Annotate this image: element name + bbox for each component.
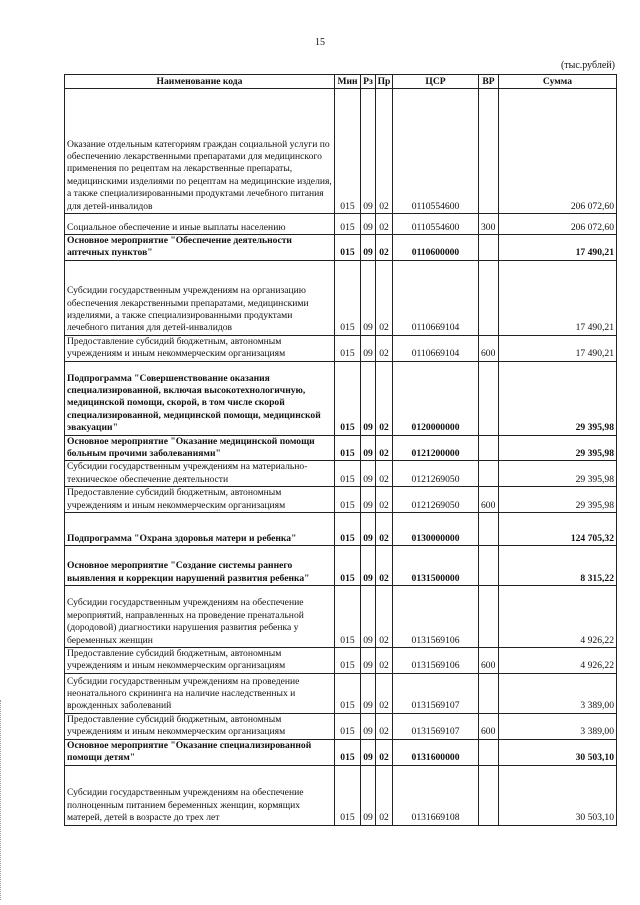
cell-csr: 0131500000	[393, 546, 479, 586]
cell-name: Предоставление субсидий бюджетным, автономным учреждениям и иным некоммерческим организациям	[65, 487, 335, 513]
cell-vr	[479, 89, 499, 214]
cell-name: Субсидии государственным учреждениям на организацию обеспечения лекарственными препаратами, медицинскими изделиями, а также специализированными продуктами лечебного питания для детей-инвалидов	[65, 260, 335, 335]
cell-name: Субсидии государственным учреждениям на обеспечение полноценным питанием беременных женщин, кормящих матерей, детей в возрасте до трех лет	[65, 765, 335, 825]
table-row	[65, 648, 617, 674]
units-label: (тыс.рублей)	[560, 60, 615, 71]
cell-sum: 29 395,98	[499, 361, 617, 435]
cell-name: Подпрограмма "Совершенствование оказания специализированной, включая высокотехнологичную, медицинской помощи, скорой, в том числе скорой специализированной, медицинской помощи, медицинской эвакуации"	[65, 361, 335, 435]
cell-csr: 0131569107	[393, 713, 479, 739]
table-row	[65, 235, 617, 261]
cell-rz: 09	[361, 673, 376, 713]
cell-sum: 8 315,22	[499, 546, 617, 586]
table-row	[65, 586, 617, 648]
cell-vr	[479, 765, 499, 825]
cell-rz: 09	[361, 713, 376, 739]
cell-min: 015	[335, 487, 361, 513]
cell-min: 015	[335, 739, 361, 765]
header-sum: Сумма	[499, 75, 617, 89]
cell-rz: 09	[361, 235, 376, 261]
cell-min: 015	[335, 461, 361, 487]
cell-vr	[479, 260, 499, 335]
cell-rz: 09	[361, 214, 376, 235]
header-vr: ВР	[479, 75, 499, 89]
cell-sum: 29 395,98	[499, 487, 617, 513]
cell-csr: 0130000000	[393, 513, 479, 546]
cell-min: 015	[335, 335, 361, 361]
cell-min: 015	[335, 89, 361, 214]
table-row	[65, 435, 617, 461]
cell-name: Основное мероприятие "Создание системы раннего выявления и коррекции нарушений развития ребенка"	[65, 546, 335, 586]
cell-vr	[479, 435, 499, 461]
cell-vr	[479, 361, 499, 435]
cell-min: 015	[335, 513, 361, 546]
scan-edge-marks	[0, 700, 4, 900]
cell-sum: 17 490,21	[499, 335, 617, 361]
table-row	[65, 260, 617, 335]
cell-name: Предоставление субсидий бюджетным, автономным учреждениям и иным некоммерческим организациям	[65, 648, 335, 674]
cell-vr: 600	[479, 648, 499, 674]
cell-name: Основное мероприятие "Обеспечение деятельности аптечных пунктов"	[65, 235, 335, 261]
cell-sum: 124 705,32	[499, 513, 617, 546]
cell-name: Предоставление субсидий бюджетным, автономным учреждениям и иным некоммерческим организациям	[65, 713, 335, 739]
budget-table	[64, 74, 617, 826]
cell-name: Субсидии государственным учреждениям на проведение неонатального скрининга на наличие наследственных и врожденных заболеваний	[65, 673, 335, 713]
cell-rz: 09	[361, 586, 376, 648]
cell-csr: 0110600000	[393, 235, 479, 261]
cell-rz: 09	[361, 765, 376, 825]
cell-vr	[479, 235, 499, 261]
cell-csr: 0131569106	[393, 586, 479, 648]
cell-sum: 206 072,60	[499, 89, 617, 214]
table-row	[65, 673, 617, 713]
cell-sum: 30 503,10	[499, 739, 617, 765]
cell-pr: 02	[376, 361, 393, 435]
cell-pr: 02	[376, 586, 393, 648]
table-row	[65, 546, 617, 586]
cell-name: Субсидии государственным учреждениям на материально-техническое обеспечение деятельности	[65, 461, 335, 487]
cell-csr: 0110554600	[393, 214, 479, 235]
cell-name: Основное мероприятие "Оказание специализированной помощи детям"	[65, 739, 335, 765]
cell-rz: 09	[361, 361, 376, 435]
cell-vr	[479, 586, 499, 648]
cell-vr	[479, 546, 499, 586]
cell-vr: 300	[479, 214, 499, 235]
table-row	[65, 89, 617, 214]
cell-csr: 0110669104	[393, 335, 479, 361]
cell-sum: 29 395,98	[499, 435, 617, 461]
cell-rz: 09	[361, 260, 376, 335]
cell-sum: 4 926,22	[499, 586, 617, 648]
table-row	[65, 739, 617, 765]
cell-rz: 09	[361, 461, 376, 487]
cell-rz: 09	[361, 487, 376, 513]
cell-name: Социальное обеспечение и иные выплаты населению	[65, 214, 335, 235]
cell-min: 015	[335, 713, 361, 739]
cell-vr: 600	[479, 335, 499, 361]
cell-csr: 0131600000	[393, 739, 479, 765]
cell-pr: 02	[376, 260, 393, 335]
cell-min: 015	[335, 235, 361, 261]
cell-name: Предоставление субсидий бюджетным, автономным учреждениям и иным некоммерческим организациям	[65, 335, 335, 361]
cell-vr: 600	[479, 487, 499, 513]
cell-sum: 206 072,60	[499, 214, 617, 235]
cell-vr	[479, 461, 499, 487]
table-header-row	[65, 75, 617, 89]
cell-sum: 29 395,98	[499, 461, 617, 487]
cell-min: 015	[335, 673, 361, 713]
table-row	[65, 335, 617, 361]
cell-min: 015	[335, 260, 361, 335]
cell-pr: 02	[376, 713, 393, 739]
cell-csr: 0110554600	[393, 89, 479, 214]
cell-name: Субсидии государственным учреждениям на обеспечение мероприятий, направленных на проведение пренатальной (дородовой) диагностики нарушения развития ребенка у беременных женщин	[65, 586, 335, 648]
table-row	[65, 713, 617, 739]
cell-sum: 4 926,22	[499, 648, 617, 674]
cell-rz: 09	[361, 335, 376, 361]
header-rz: Рз	[361, 75, 376, 89]
cell-rz: 09	[361, 89, 376, 214]
cell-min: 015	[335, 765, 361, 825]
cell-min: 015	[335, 648, 361, 674]
cell-pr: 02	[376, 487, 393, 513]
cell-min: 015	[335, 546, 361, 586]
table-row	[65, 361, 617, 435]
cell-vr	[479, 513, 499, 546]
cell-csr: 0121269050	[393, 487, 479, 513]
table-row	[65, 487, 617, 513]
header-name: Наименование кода	[65, 75, 335, 89]
table-row	[65, 461, 617, 487]
cell-rz: 09	[361, 648, 376, 674]
cell-csr: 0121269050	[393, 461, 479, 487]
cell-pr: 02	[376, 546, 393, 586]
header-min: Мин	[335, 75, 361, 89]
cell-vr: 600	[479, 713, 499, 739]
cell-name: Основное мероприятие "Оказание медицинской помощи больным прочими заболеваниями"	[65, 435, 335, 461]
cell-sum: 30 503,10	[499, 765, 617, 825]
header-csr: ЦСР	[393, 75, 479, 89]
cell-rz: 09	[361, 739, 376, 765]
cell-sum: 17 490,21	[499, 260, 617, 335]
cell-pr: 02	[376, 648, 393, 674]
cell-rz: 09	[361, 546, 376, 586]
cell-pr: 02	[376, 739, 393, 765]
table-row	[65, 513, 617, 546]
cell-vr	[479, 673, 499, 713]
cell-csr: 0110669104	[393, 260, 479, 335]
cell-rz: 09	[361, 435, 376, 461]
cell-csr: 0131569107	[393, 673, 479, 713]
cell-min: 015	[335, 214, 361, 235]
cell-pr: 02	[376, 435, 393, 461]
cell-name: Оказание отдельным категориям граждан социальной услуги по обеспечению лекарственными препаратами для медицинского применения по рецептам на лекарственные препараты, медицинскими изделиями по рецептам на медицинские изделия, а также специализированными продуктами лечебного питания для детей-инвалидов	[65, 89, 335, 214]
cell-pr: 02	[376, 461, 393, 487]
cell-sum: 3 389,00	[499, 673, 617, 713]
table-row	[65, 214, 617, 235]
cell-name: Подпрограмма "Охрана здоровья матери и ребенка"	[65, 513, 335, 546]
cell-sum: 17 490,21	[499, 235, 617, 261]
table-row	[65, 765, 617, 825]
cell-pr: 02	[376, 765, 393, 825]
cell-pr: 02	[376, 513, 393, 546]
cell-sum: 3 389,00	[499, 713, 617, 739]
cell-min: 015	[335, 435, 361, 461]
table-body	[65, 89, 617, 826]
cell-pr: 02	[376, 335, 393, 361]
page-number: 15	[315, 37, 325, 48]
cell-min: 015	[335, 586, 361, 648]
cell-csr: 0131569106	[393, 648, 479, 674]
cell-min: 015	[335, 361, 361, 435]
cell-csr: 0131669108	[393, 765, 479, 825]
cell-pr: 02	[376, 235, 393, 261]
cell-rz: 09	[361, 513, 376, 546]
cell-pr: 02	[376, 214, 393, 235]
cell-vr	[479, 739, 499, 765]
header-pr: Пр	[376, 75, 393, 89]
cell-pr: 02	[376, 673, 393, 713]
cell-csr: 0121200000	[393, 435, 479, 461]
cell-pr: 02	[376, 89, 393, 214]
cell-csr: 0120000000	[393, 361, 479, 435]
